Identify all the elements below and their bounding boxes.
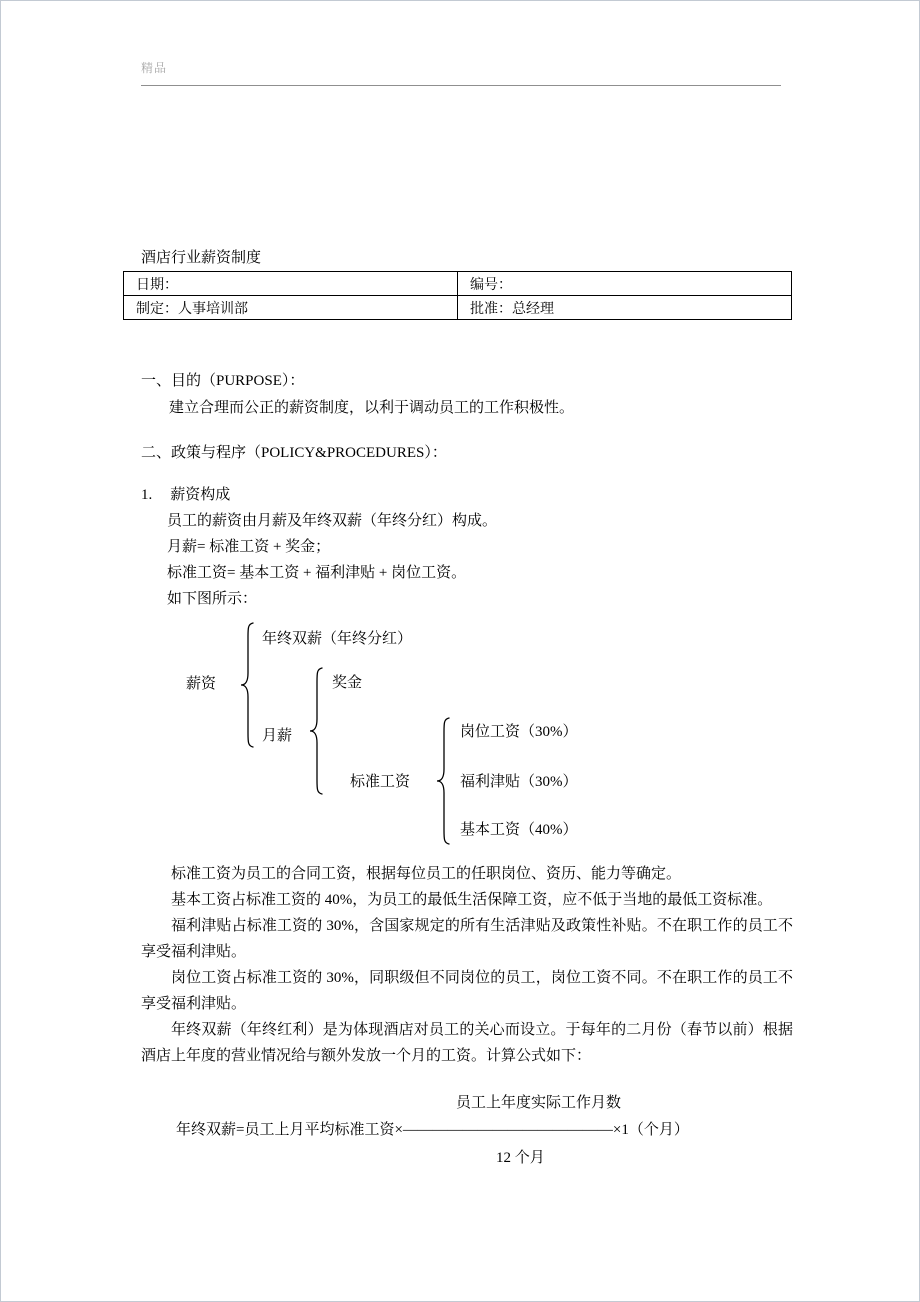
item1-line-4: 如下图所示： [167,591,258,607]
purpose-body: 建立合理而公正的薪资制度，以利于调动员工的工作积极性。 [169,400,575,416]
diagram-monthly-label: 月薪 [262,728,293,744]
policy-heading: 二、政策与程序（POLICY&PROCEDURES）： [141,445,447,461]
brace-salary-icon [239,622,255,748]
diagram-root-label: 薪资 [186,676,217,692]
purpose-heading: 一、目的（PURPOSE）： [141,373,305,389]
diagram-bonus-label: 奖金 [332,675,363,691]
body-paragraphs [141,861,793,1069]
formula-denominator: 12 个月 [496,1150,545,1166]
item1-line-2: 月薪= 标准工资 + 奖金； [167,539,331,555]
brace-standard-wage-icon [435,717,451,845]
document-title: 酒店行业薪资制度 [141,250,262,266]
meta-table-row [124,272,792,296]
meta-date-cell: 日期： [124,272,458,296]
item1-line-3: 标准工资= 基本工资 + 福利津贴 + 岗位工资。 [167,565,467,581]
item1-title: 薪资构成 [170,487,231,503]
paragraph-welfare: 福利津贴占标准工资的 30%，含国家规定的所有生活津贴及政策性补贴。不在职工作的员工不享受福利津贴。 [141,918,793,960]
paragraph-annual-bonus: 年终双薪（年终红利）是为体现酒店对员工的关心而设立。于每年的二月份（春节以前）根据酒店上年度的营业情况给与额外发放一个月的工资。计算公式如下： [141,1022,793,1064]
diagram-annual-bonus-label: 年终双薪（年终分红） [262,631,413,647]
meta-approver-cell: 批准：总经理 [458,296,792,320]
paragraph-basic-wage: 基本工资占标准工资的 40%，为员工的最低生活保障工资，应不低于当地的最低工资标准。 [171,892,773,908]
brace-monthly-icon [308,667,324,795]
diagram-standard-wage-label: 标准工资 [350,774,411,790]
formula-main-line: 年终双薪=员工上月平均标准工资×——————————————×1（个月） [176,1122,689,1138]
header-rule [141,85,781,86]
diagram-post-wage-label: 岗位工资（30%） [460,724,578,740]
meta-table [123,271,792,320]
paragraph-post-wage: 岗位工资占标准工资的 30%，同职级但不同岗位的员工，岗位工资不同。不在职工作的员工不享受福利津贴。 [141,970,793,1012]
meta-author-cell: 制定：人事培训部 [124,296,458,320]
formula-numerator: 员工上年度实际工作月数 [456,1095,622,1111]
item1-heading [141,486,230,504]
diagram-welfare-label: 福利津贴（30%） [460,774,578,790]
paragraph-standard-wage: 标准工资为员工的合同工资，根据每位员工的任职岗位、资历、能力等确定。 [171,866,682,882]
watermark-label: 精品 [141,61,168,75]
meta-number-cell: 编号： [458,272,792,296]
item1-line-1: 员工的薪资由月薪及年终双薪（年终分红）构成。 [167,513,498,529]
meta-table-row [124,296,792,320]
item1-number: 1. [141,487,153,503]
diagram-basic-wage-label: 基本工资（40%） [460,822,578,838]
